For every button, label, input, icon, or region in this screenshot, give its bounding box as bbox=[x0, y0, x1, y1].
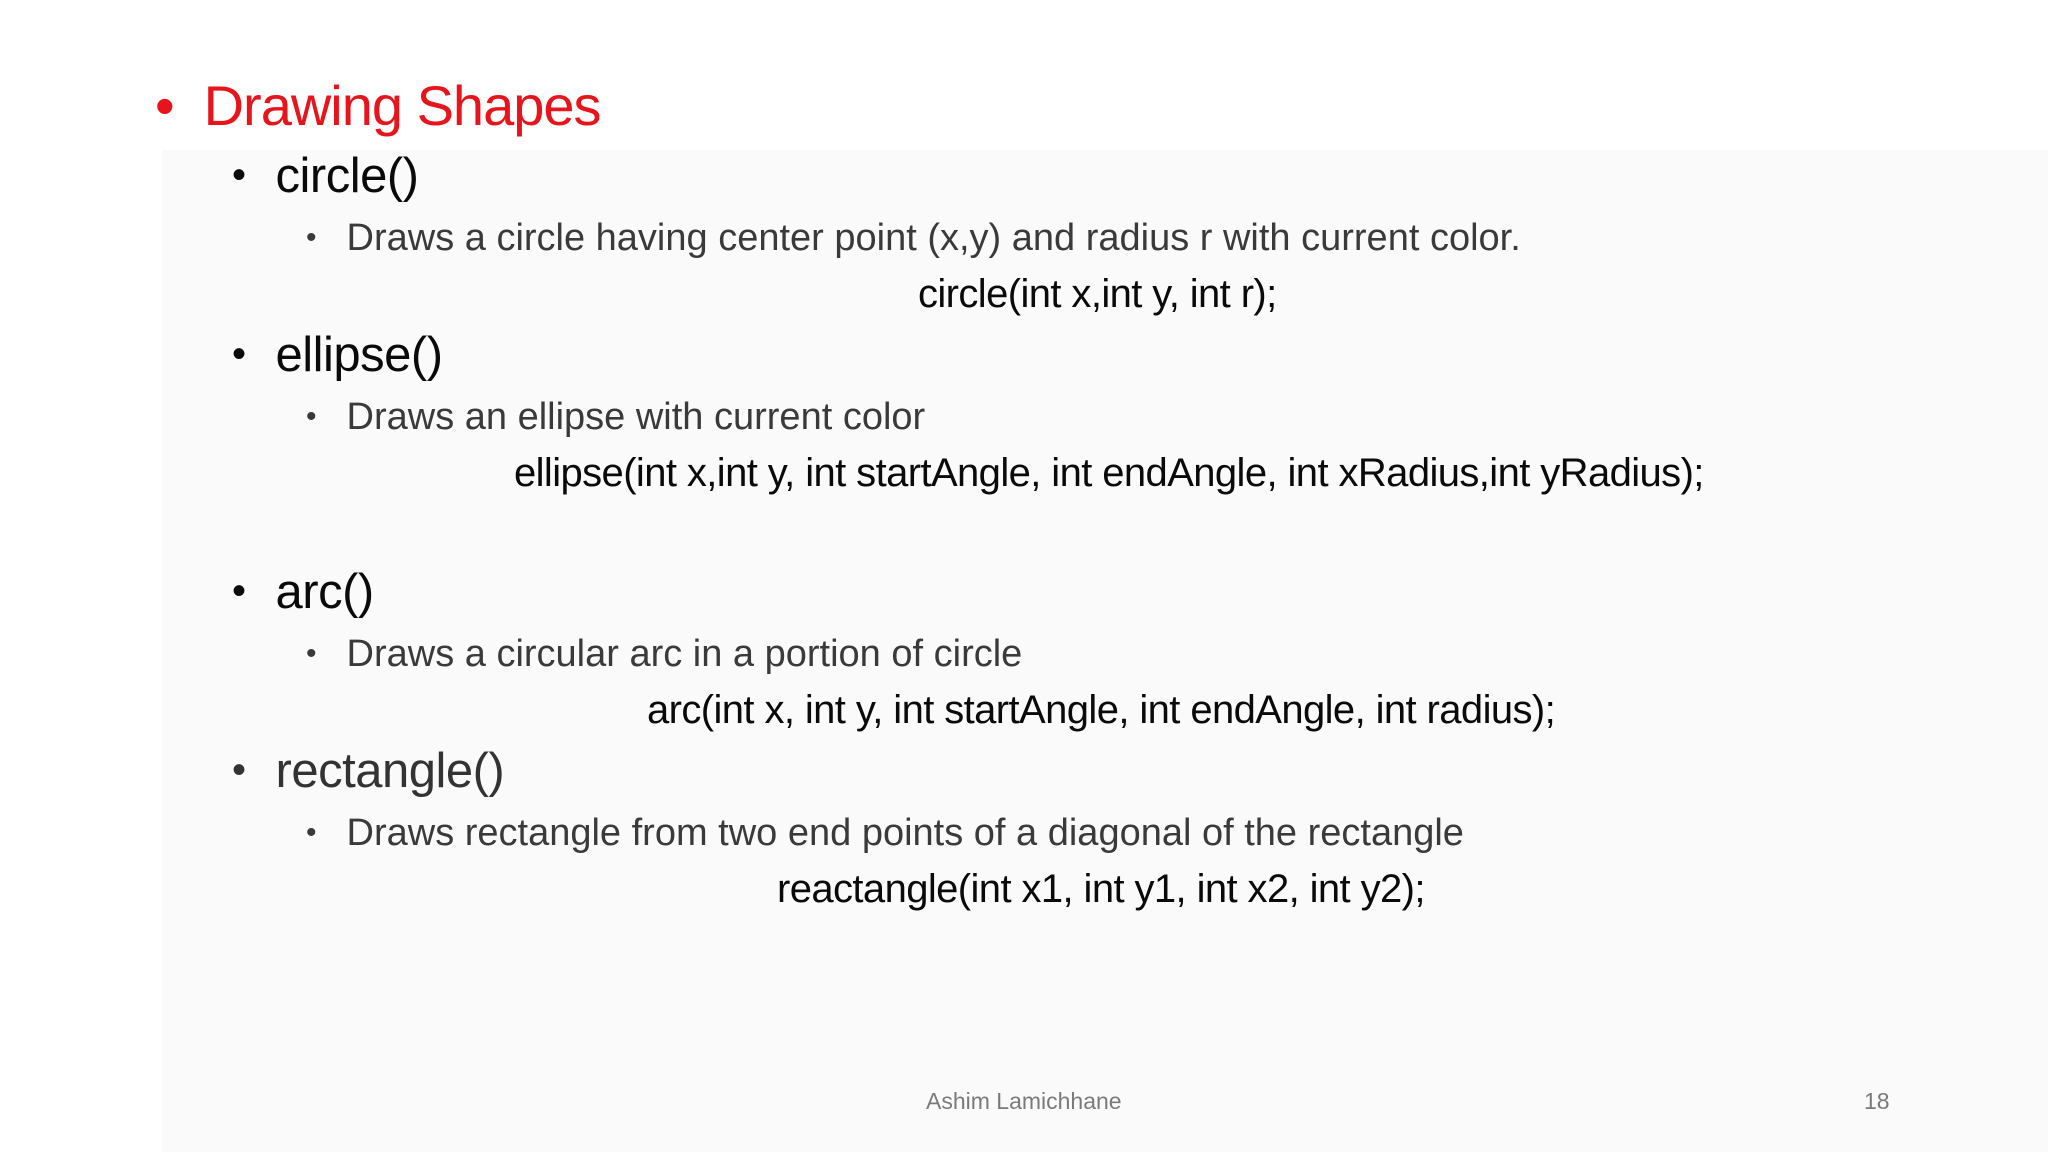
bullet-icon: • bbox=[306, 816, 317, 849]
item-syntax-ellipse: ellipse(int x,int y, int startAngle, int endAngle, int xRadius,int yRadius); bbox=[514, 451, 1704, 495]
item-description-ellipse bbox=[306, 398, 925, 436]
bullet-icon: • bbox=[155, 74, 174, 137]
item-syntax-circle: circle(int x,int y, int r); bbox=[918, 272, 1277, 316]
item-description-text: Draws a circular arc in a portion of circle bbox=[346, 633, 1023, 675]
item-description-text: Draws an ellipse with current color bbox=[346, 396, 926, 438]
item-title-circle bbox=[232, 149, 419, 203]
item-title-text: rectangle() bbox=[275, 744, 505, 798]
slide-heading-text: Drawing Shapes bbox=[203, 74, 601, 137]
bullet-icon: • bbox=[306, 400, 317, 433]
bullet-icon: • bbox=[232, 332, 246, 376]
item-description-rectangle bbox=[306, 814, 1464, 852]
bullet-icon: • bbox=[232, 153, 246, 197]
item-title-text: ellipse() bbox=[275, 328, 443, 382]
bullet-icon: • bbox=[232, 569, 246, 613]
bullet-icon: • bbox=[232, 748, 246, 792]
item-title-rectangle bbox=[232, 744, 505, 798]
bullet-icon: • bbox=[306, 637, 317, 670]
item-syntax-arc: arc(int x, int y, int startAngle, int endAngle, int radius); bbox=[647, 688, 1556, 732]
item-description-text: Draws rectangle from two end points of a diagonal of the rectangle bbox=[346, 812, 1464, 854]
item-title-text: circle() bbox=[275, 149, 419, 203]
page-number: 18 bbox=[1864, 1088, 1890, 1114]
item-title-arc bbox=[232, 565, 374, 619]
item-syntax-rectangle: reactangle(int x1, int y1, int x2, int y2); bbox=[777, 867, 1425, 911]
item-title-text: arc() bbox=[275, 565, 374, 619]
slide-heading bbox=[155, 74, 601, 137]
footer-author: Ashim Lamichhane bbox=[926, 1088, 1122, 1114]
item-description-circle bbox=[306, 219, 1521, 257]
item-description-arc bbox=[306, 635, 1022, 673]
item-description-text: Draws a circle having center point (x,y) and radius r with current color. bbox=[346, 217, 1521, 259]
bullet-icon: • bbox=[306, 221, 317, 254]
item-title-ellipse bbox=[232, 328, 443, 382]
